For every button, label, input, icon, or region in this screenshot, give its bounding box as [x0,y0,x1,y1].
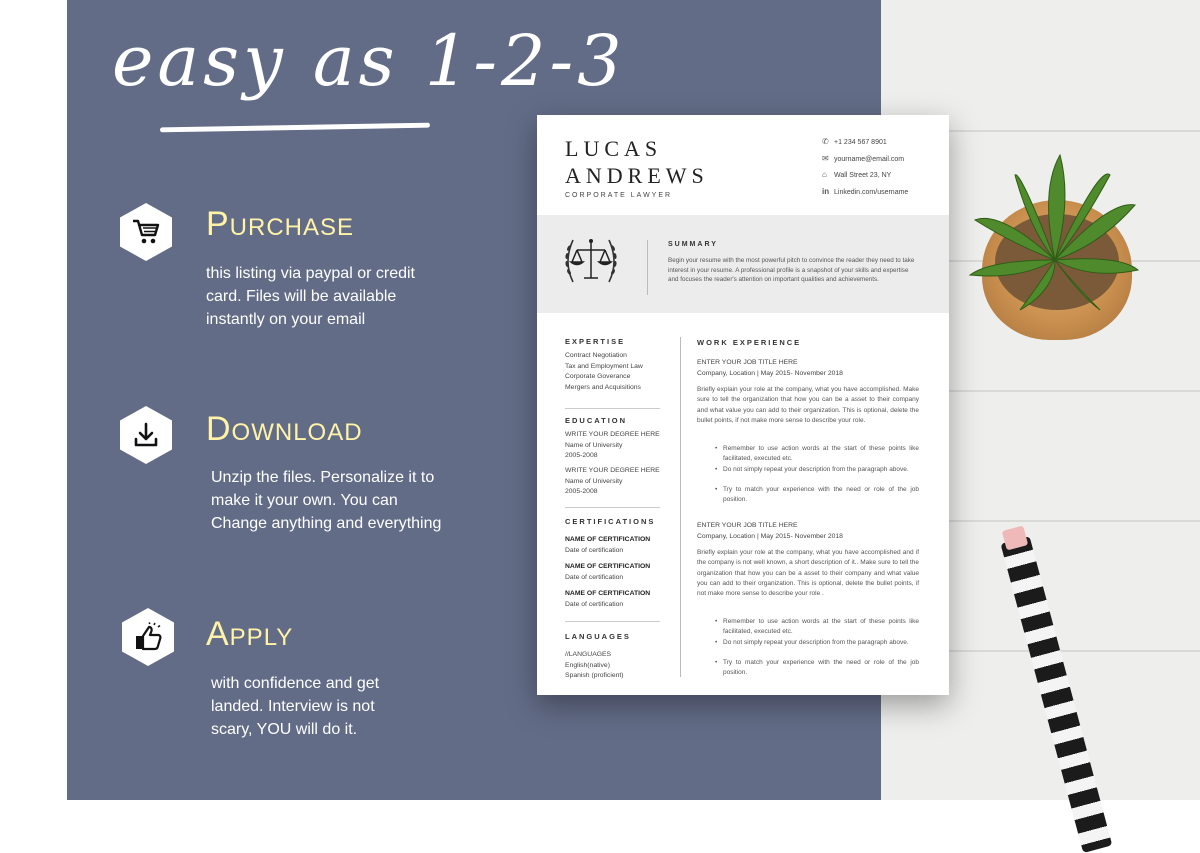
phone-icon: ✆ [822,137,829,146]
purchase-description-line: instantly on your email [206,311,366,328]
expertise-item: Mergers and Acquisitions [565,383,641,391]
download-title: Download [206,410,363,448]
plant-leaves-image [960,150,1140,320]
thumbs-up-icon [132,622,164,652]
summary-title: SUMMARY [668,241,718,248]
purchase-description [206,262,506,331]
linkedin-icon: in [822,187,830,196]
resume-email-text: yourname@email.com [834,156,905,163]
education-degree: WRITE YOUR DEGREE HERE [565,467,660,474]
work-experience-title: WORK EXPERIENCE [697,338,802,347]
email-icon: ✉ [822,154,829,163]
resume-role: CORPORATE LAWYER [565,192,673,199]
expertise-item: Corporate Goverance [565,373,631,380]
resume-name [565,135,709,189]
certification-date: Date of certification [565,546,624,554]
apply-description-line: landed. Interview is not [211,698,375,715]
language-item: Spanish (proficient) [565,672,624,679]
resume-last-name: ANDREWS [565,163,709,188]
languages-title: LANGUAGES [565,632,631,641]
language-item: //LANGUAGES [565,651,612,658]
resume-phone [822,137,887,146]
certification-name: NAME OF CERTIFICATION [565,563,651,570]
expertise-item: Contract Negotiation [565,352,627,359]
job-bullet: • Try to match your experience with the need or role of the job position. [723,658,919,679]
column-divider [680,337,681,677]
download-icon [132,421,160,449]
job-bullet: • Remember to use action words at the start of these points like facilitated, executed etc. [723,617,919,638]
scales-of-justice-icon [561,230,621,292]
job-bullet: • Do not simply repeat your description from the paragraph above. [723,638,919,648]
purchase-description-line: card. Files will be available [206,288,397,305]
job-title: ENTER YOUR JOB TITLE HERE [697,359,798,366]
expertise-item: Tax and Employment Law [565,362,643,370]
download-description-line: Change anything and everything [211,515,442,532]
education-years: 2005-2008 [565,452,598,459]
download-description [211,466,501,535]
download-description-line: Unzip the files. Personalize it to [211,469,435,486]
certifications-title: CERTIFICATIONS [565,517,656,526]
resume-first-name: LUCAS [565,136,663,161]
headline-title: easy as 1-2-3 [112,20,626,102]
job-description: Briefly explain your role at the company, what you have accomplished. Make sure to tell the organization that how you can be a asset to their company and what value you can add to their organization. This is optional, delete the bullet points, if not make more sense to describe your role. [697,386,919,424]
certification-name: NAME OF CERTIFICATION [565,590,651,597]
home-icon: ⌂ [822,170,827,179]
summary-divider [647,240,648,295]
section-divider [565,507,660,508]
job-title: ENTER YOUR JOB TITLE HERE [697,522,798,529]
job-company: Company, Location | May 2015- November 2018 [697,369,843,377]
certification-date: Date of certification [565,573,624,581]
apply-description-line: with confidence and get [211,675,380,692]
resume-email [822,154,904,163]
education-title: EDUCATION [565,416,628,425]
certification-name: NAME OF CERTIFICATION [565,536,651,543]
resume-linkedin [822,187,908,196]
expertise-title: EXPERTISE [565,337,626,346]
certification-date: Date of certification [565,600,624,608]
resume-linkedin-text: Linkedin.com/username [834,189,909,196]
job-description: Briefly explain your role at the company, what you have accomplished and if the company is not well known, a short description of it.. Make sure to tell the organization that how you can be a asset to their company and what value you can add to their organization. This is optional, delete the bullet points, if not make more sense to describe your role . [697,549,919,598]
education-school: Name of University [565,441,623,449]
resume-address [822,170,891,179]
language-item: English(native) [565,661,610,669]
apply-description [211,672,511,741]
job-bullet: • Remember to use action words at the start of these points like facilitated, executed etc. [723,444,919,465]
apply-title: Apply [206,615,294,653]
job-company: Company, Location | May 2015- November 2018 [697,532,843,540]
education-degree: WRITE YOUR DEGREE HERE [565,431,660,438]
download-description-line: make it your own. You can [211,492,398,509]
resume-preview [537,115,949,695]
section-divider [565,621,660,622]
purchase-description-line: this listing via paypal or credit [206,265,415,282]
resume-phone-text: +1 234 567 8901 [834,139,887,146]
section-divider [565,408,660,409]
resume-address-text: Wall Street 23, NY [834,172,892,179]
purchase-title: Purchase [206,205,355,243]
shopping-cart-icon [131,218,161,246]
summary-text: Begin your resume with the most powerful pitch to convince the reader they need to take interest in your resume. A professional profile is a snapshot of your skills and expertise and focuses the reader's attention on important qualities and achievements. [668,257,915,284]
job-bullet: • Do not simply repeat your description from the paragraph above. [723,465,919,475]
education-years: 2005-2008 [565,488,598,495]
job-bullet: • Try to match your experience with the need or role of the job position. [723,485,919,506]
apply-description-line: scary, YOU will do it. [211,721,358,738]
education-school: Name of University [565,477,623,485]
